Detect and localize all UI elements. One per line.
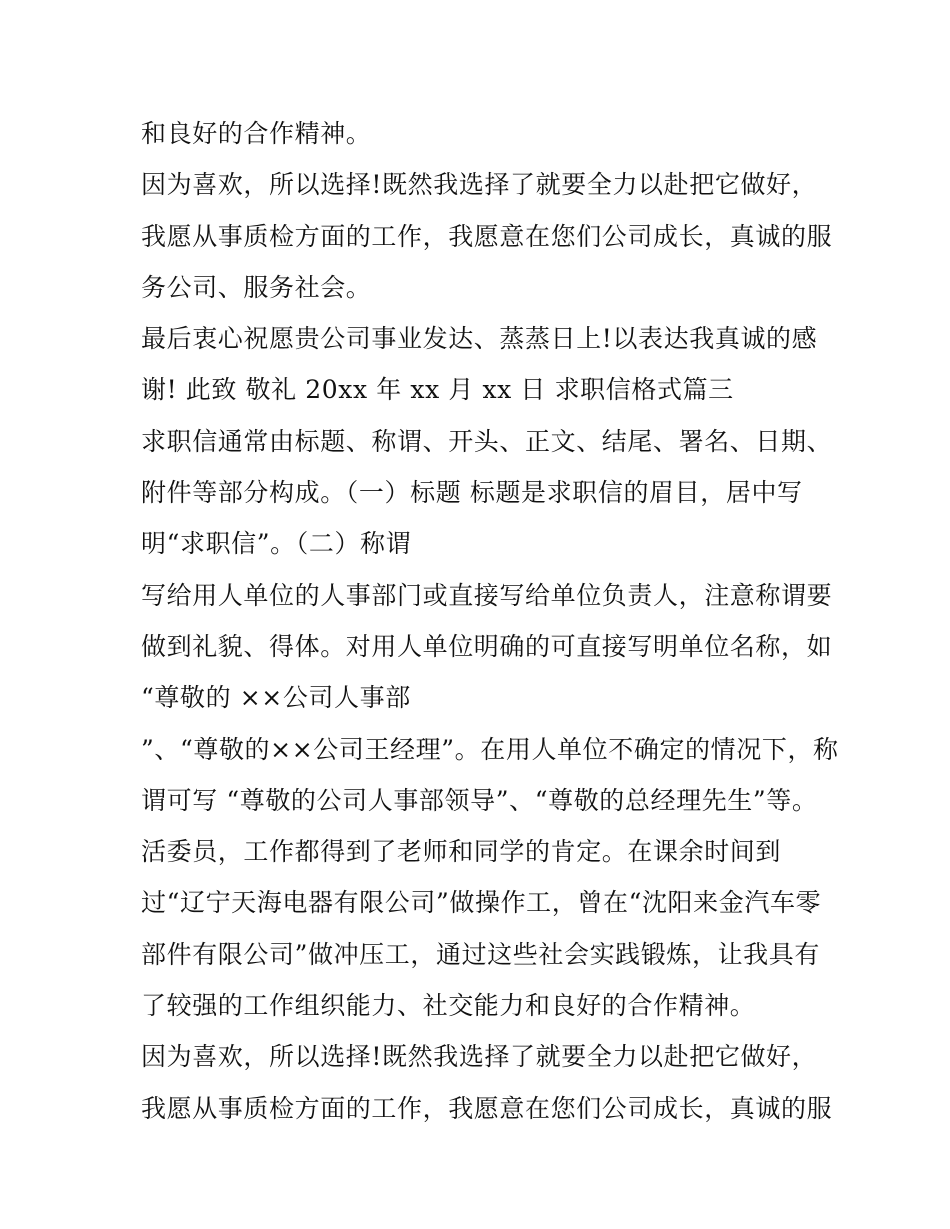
text-line: 写给用人单位的人事部门或直接写给单位负责人，注意称谓要 (141, 580, 833, 610)
text-line: 和良好的合作精神。 (141, 119, 372, 148)
text-line: 务公司、服务社会。 (141, 272, 372, 302)
text-line: 明“求职信”。（二）称谓 (141, 529, 412, 559)
text-line: 我愿从事质检方面的工作，我愿意在您们公司成长，真诚的服 (141, 221, 833, 251)
text-line: 附件等部分构成。（一）标题 标题是求职信的眉目，居中写 (141, 478, 803, 508)
text-line: ”、“尊敬的××公司王经理”。在用人单位不确定的情况下，称 (141, 734, 839, 764)
text-line: 求职信通常由标题、称谓、开头、正文、结尾、署名、日期、 (141, 426, 833, 456)
text-line: 过“辽宁天海电器有限公司”做操作工，曾在“沈阳来金汽车零 (141, 888, 822, 918)
text-line: 谓可写 “尊敬的公司人事部领导”、“尊敬的总经理先生”等。 (141, 785, 818, 815)
text-line: 我愿从事质检方面的工作，我愿意在您们公司成长，真诚的服 (141, 1093, 833, 1123)
text-line: 活委员，工作都得到了老师和同学的肯定。在课余时间到 (141, 837, 782, 867)
text-line: 谢! 此致 敬礼 20xx 年 xx 月 xx 日 求职信格式篇三 (141, 375, 734, 405)
text-line: 因为喜欢，所以选择!既然我选择了就要全力以赴把它做好， (141, 170, 818, 200)
text-line: “尊敬的 ××公司人事部 (141, 683, 411, 713)
text-line: 了较强的工作组织能力、社交能力和良好的合作精神。 (141, 991, 756, 1021)
text-line: 最后衷心祝愿贵公司事业发达、蒸蒸日上!以表达我真诚的感 (141, 324, 818, 354)
document-body (141, 108, 839, 1134)
text-line: 部件有限公司”做冲压工，通过这些社会实践锻炼，让我具有 (141, 939, 820, 969)
text-line: 因为喜欢，所以选择!既然我选择了就要全力以赴把它做好， (141, 1042, 818, 1072)
text-line: 做到礼貌、得体。对用人单位明确的可直接写明单位名称，如 (141, 631, 833, 661)
